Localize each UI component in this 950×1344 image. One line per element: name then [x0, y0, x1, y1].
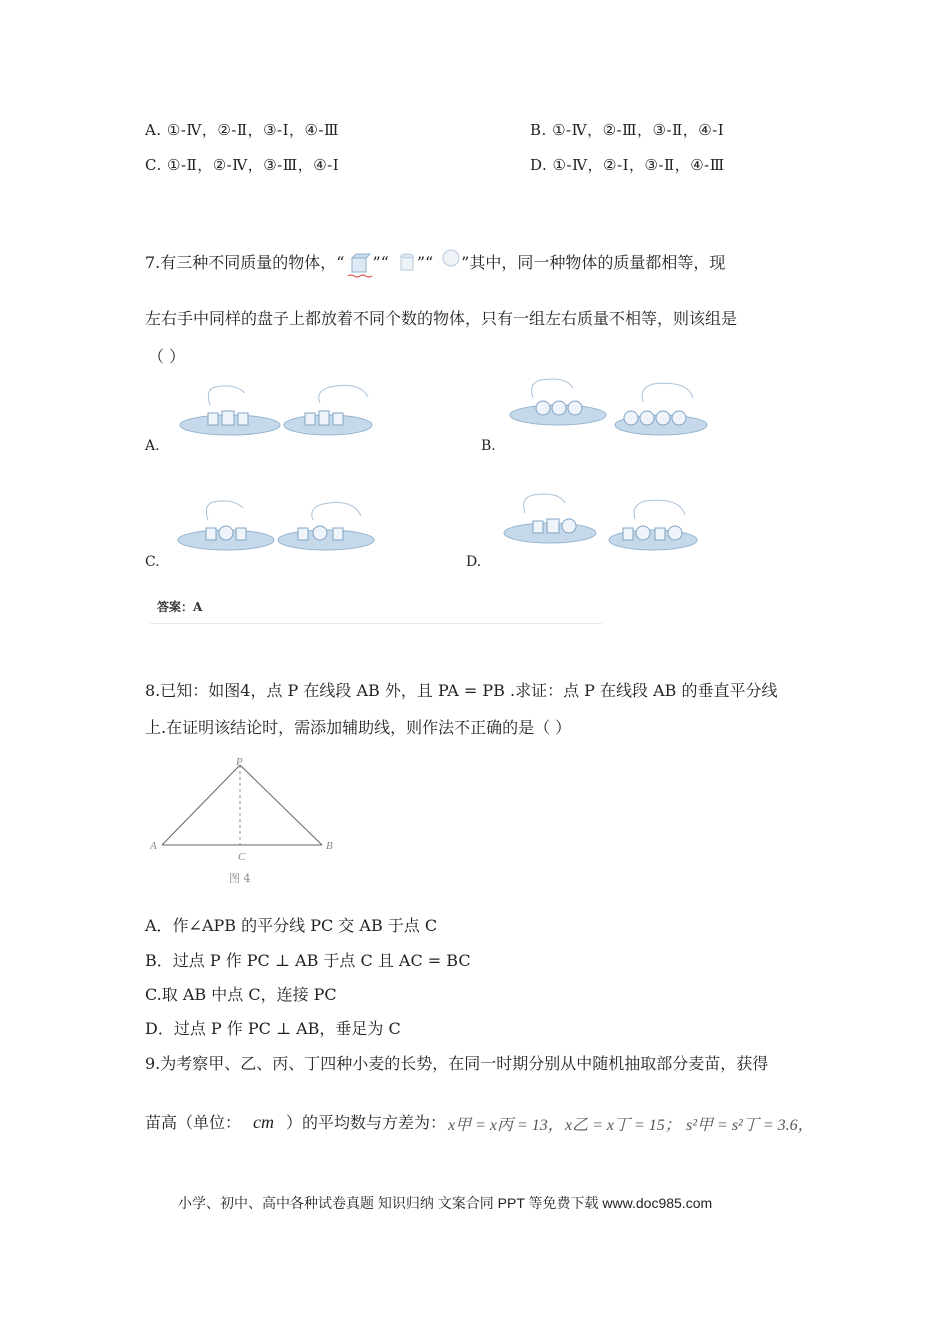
q8-line1: 8.已知：如图4，点 P 在线段 AB 外，且 PA = PB .求证：点 P 在线段 AB 的垂直平分线 — [145, 681, 778, 700]
figure-point-b: B — [326, 840, 333, 852]
q6-option-b: B. ①-Ⅳ，②-Ⅲ，③-Ⅱ，④-Ⅰ — [530, 121, 725, 139]
q7-answer: 答案：A — [157, 600, 203, 614]
q8-option-d: D．过点 P 作 PC ⊥ AB，垂足为 C — [145, 1019, 401, 1038]
q6-option-a: A. ①-Ⅳ，②-Ⅱ，③-Ⅰ，④-Ⅲ — [145, 121, 340, 139]
q6-option-d: D. ①-Ⅳ，②-Ⅰ，③-Ⅱ，④-Ⅲ — [530, 156, 725, 174]
q7-figure-d — [505, 495, 745, 565]
q9-formula-1: x甲 = x丙 = 13， — [448, 1117, 564, 1134]
q7-line1: 7.有三种不同质量的物体，“ ”“ ”“ ”其中，同一种物体的质量都相等，现 — [145, 252, 725, 274]
q7-label-c: C. — [145, 554, 160, 570]
q7-figure-c — [178, 500, 418, 570]
q9-line1: 9.为考察甲、乙、丙、丁四种小麦的长势，在同一时期分别从中随机抽取部分麦苗，获得 — [145, 1054, 769, 1073]
q8-option-b: B．过点 P 作 PC ⊥ AB 于点 C 且 AC = BC — [145, 951, 471, 970]
q9-formula-2: x乙 = x丁 = 15； — [565, 1117, 681, 1134]
figure-4-triangle — [150, 755, 350, 885]
q9-formula-3: s²甲 = s²丁 = 3.6， — [686, 1117, 814, 1134]
figure-caption: 图 4 — [229, 872, 251, 885]
q9-line2: 苗高（单位： cm ）的平均数与方差为： — [145, 1112, 447, 1132]
q7-label-d: D. — [466, 554, 482, 570]
figure-point-p: P — [236, 756, 243, 768]
q6-option-c: C. ①-Ⅱ，②-Ⅳ，③-Ⅲ，④-Ⅰ — [145, 156, 340, 174]
figure-point-a: A — [150, 840, 157, 852]
page-footer: 小学、初中、高中各种试卷真题 知识归纳 文案合同 PPT 等免费下载 www.doc985.com — [178, 1195, 713, 1211]
q8-option-c: C.取 AB 中点 C，连接 PC — [145, 985, 337, 1004]
q7-paren: （ ） — [148, 347, 186, 366]
q8-line2: 上.在证明该结论时，需添加辅助线，则作法不正确的是（ ） — [145, 718, 572, 737]
answer-divider — [150, 623, 602, 624]
q7-figure-b — [513, 380, 753, 450]
q7-label-a: A. — [145, 438, 160, 454]
q7-label-b: B. — [481, 438, 496, 454]
q8-option-a: A．作∠APB 的平分线 PC 交 AB 于点 C — [145, 916, 438, 935]
q7-line2: 左右手中同样的盘子上都放着不同个数的物体，只有一组左右质量不相等，则该组是 — [145, 309, 738, 328]
figure-point-c: C — [238, 851, 246, 863]
q7-figure-a — [180, 385, 420, 455]
